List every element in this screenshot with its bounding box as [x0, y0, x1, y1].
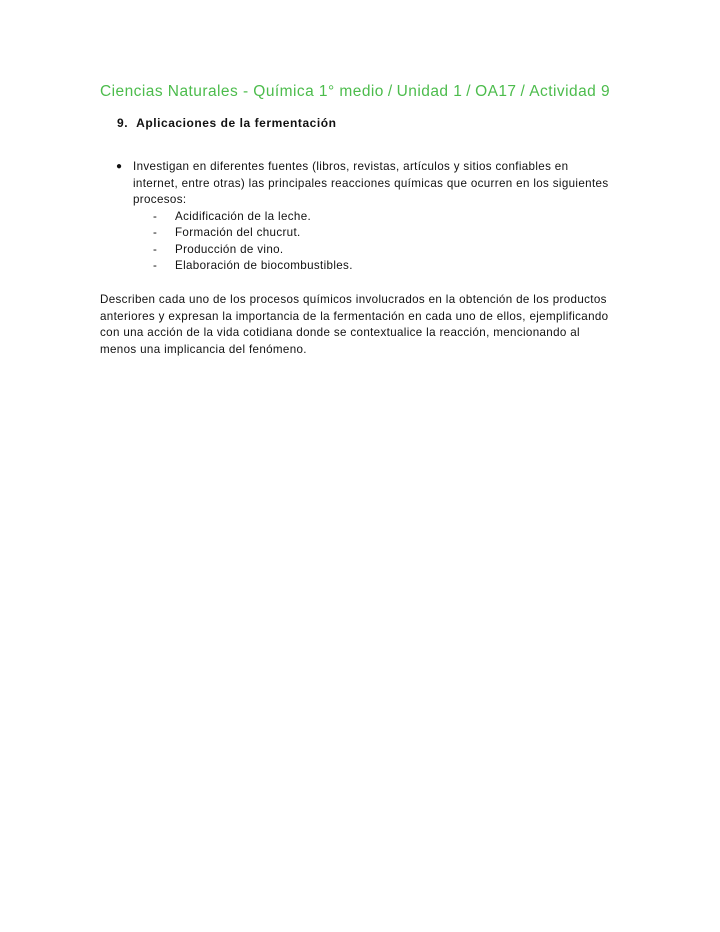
section-title-text: Aplicaciones de la fermentación	[136, 116, 337, 130]
list-item	[153, 209, 616, 226]
section-number: 9.	[117, 116, 129, 130]
breadcrumb-objective: OA17	[475, 83, 517, 100]
bullet-text: Investigan en diferentes fuentes (libros, revistas, artículos y sitios confiables en internet, entre otras) las principales reacciones químicas que ocurren en los siguientes procesos:	[133, 160, 609, 206]
list-item	[153, 242, 616, 259]
breadcrumb-separator: /	[520, 83, 526, 100]
bullet-dot-icon: ●	[116, 161, 123, 172]
list-item-text: Producción de vino.	[175, 242, 284, 256]
breadcrumb-separator: /	[466, 83, 472, 100]
list-item-text: Acidificación de la leche.	[175, 209, 312, 223]
dash-icon: -	[153, 259, 158, 272]
list-item	[153, 225, 616, 242]
list-item-text: Formación del chucrut.	[175, 226, 301, 239]
breadcrumb-separator: /	[387, 83, 393, 100]
list-item-text: Elaboración de biocombustibles.	[175, 259, 353, 272]
section-title	[117, 116, 337, 130]
breadcrumb	[100, 83, 610, 101]
dash-icon: -	[153, 242, 158, 256]
bullet-item	[116, 159, 616, 275]
description-paragraph: Describen cada uno de los procesos químicos involucrados en la obtención de los productos anteriores y expresan la importancia de la fermentación en cada uno de ellos, ejemplificando con una acción de la vida cotidiana donde se contextualice la reacción, mencionando al menos una implicancia del fenómeno.	[100, 293, 609, 356]
list-item	[153, 258, 616, 275]
dash-icon: -	[153, 209, 158, 223]
bullet-list	[116, 159, 616, 275]
breadcrumb-unit: Unidad 1	[396, 83, 463, 100]
process-list	[133, 209, 616, 275]
dash-icon: -	[153, 226, 158, 239]
breadcrumb-activity: Actividad 9	[529, 83, 611, 100]
breadcrumb-subject: Ciencias Naturales - Química 1° medio	[100, 83, 384, 100]
